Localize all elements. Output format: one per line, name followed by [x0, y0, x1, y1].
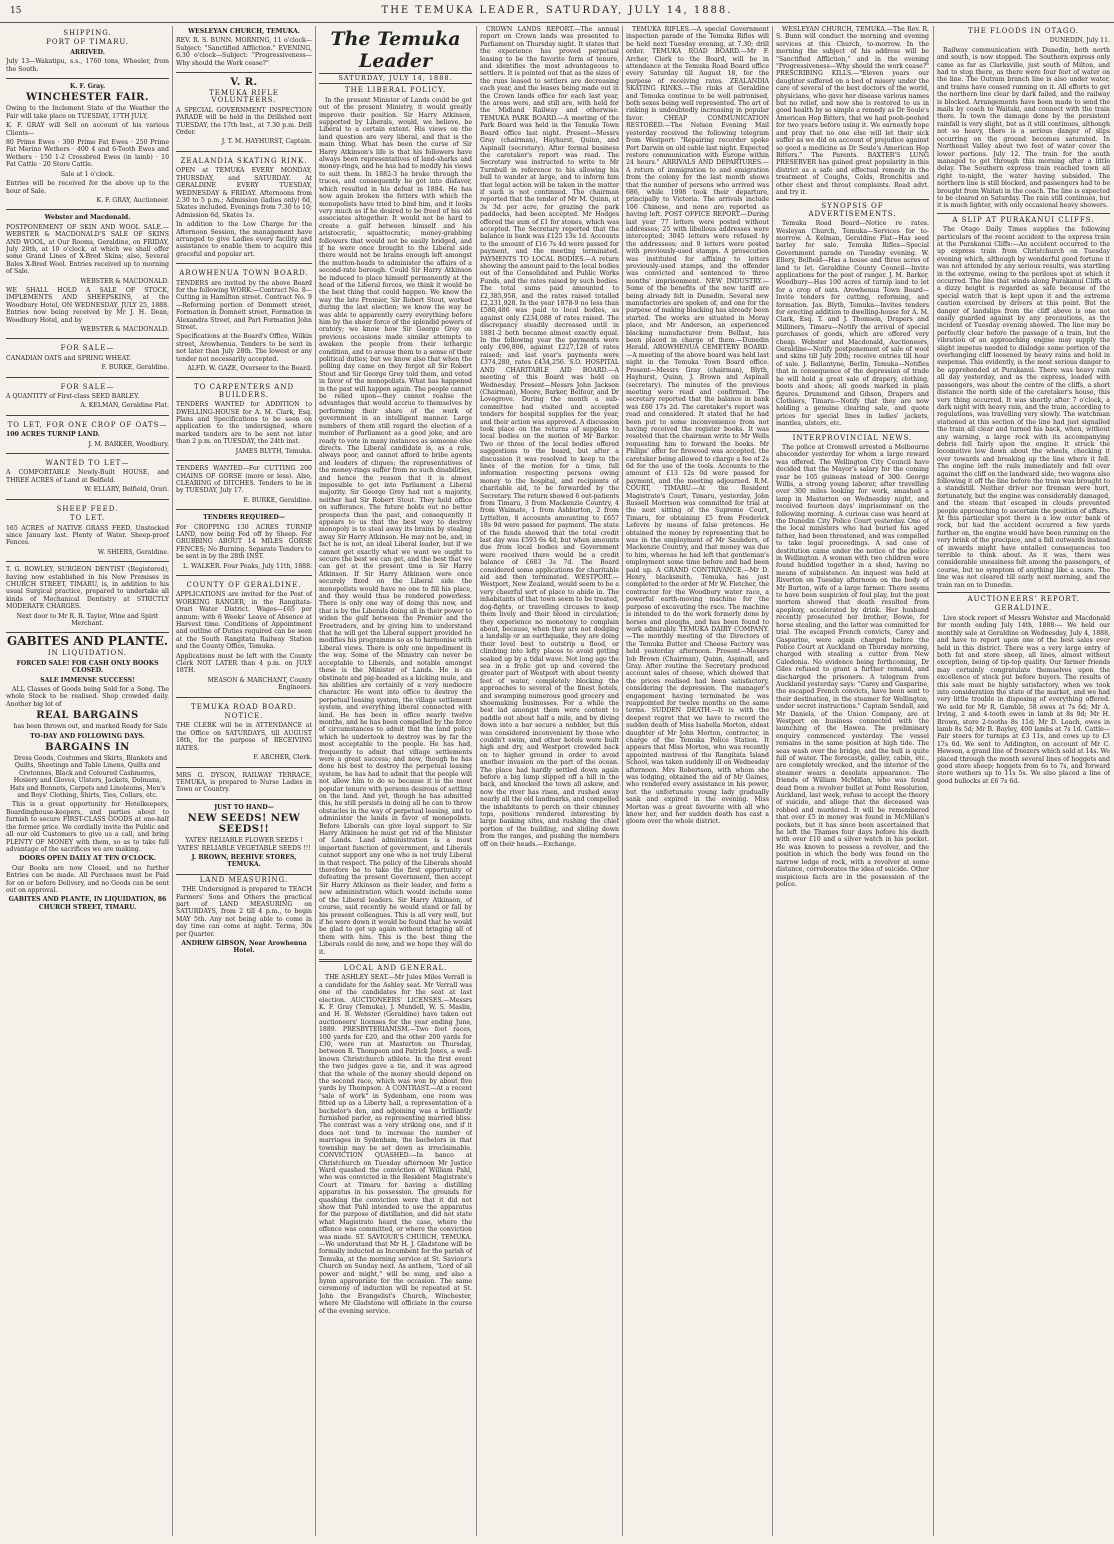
editorial-heading: THE LIBERAL POLICY.: [344, 86, 447, 95]
floods-heading: THE FLOODS IN OTAGO.: [967, 27, 1080, 35]
gp-subheading: IN LIQUIDATION.: [47, 649, 128, 658]
divider: [776, 431, 929, 432]
column-rule: [315, 26, 316, 1536]
gp-bargains-in: BARGAINS IN: [45, 742, 130, 754]
rifles-text: A SPECIAL GOVERNMENT INSPECTION PARADE will be held in the Drillshed next TUESDAY, the 17th Inst., at 7.30 p.m. Drill Order.: [176, 106, 312, 137]
sheep-subheading: TO LET.: [69, 514, 106, 523]
tenders-required-ad: [176, 512, 312, 576]
dentist-address: Next door to Mr R. R. Taylor, Wine and Spirit Merchant.: [16, 612, 159, 627]
column-4: [480, 26, 619, 1536]
gp-bargains: REAL BARGAINS: [36, 710, 139, 722]
rifles-ad: [176, 75, 312, 152]
county-text: APPLICATIONS are invited for the Post of WORKING RANGER, in the Rangitata-Orari Water District. Wages—£65 per annum; with 6 Weeks' Leave of Absence at Harvest time. Conditions of Appointment and outline of Duties required can be seen at the South Rangitata Railway Station and the County Office, Temuka.: [176, 591, 312, 651]
slip-heading: A SLIP AT PURAKANUI CLIFFS.: [952, 215, 1095, 224]
column-2: [176, 26, 312, 1536]
column-7: [937, 26, 1110, 1536]
dyson-text: MRS G. DYSON, RAILWAY TERRACE, TEMUKA, is prepared to Nurse Ladies in Town or Country.: [176, 771, 312, 794]
arowhenua-heading: AROWHENUA TOWN BOARD.: [179, 269, 309, 278]
carpenters-signature: JAMES BLYTH, Temuka.: [235, 447, 312, 455]
dentist-text: T. G. ROWLEY, SURGEON DENTIST (Registered), having now established in his New Premises in CHURCH STREET, TIMARU, is, in addition to his usual Surgical practice, prepared to undertake all kinds of Mechanical Dentistry at STRICTLY MODERATE CHARGES.: [6, 566, 169, 611]
synopsis-heading: SYNOPSIS OF ADVERTISEMENTS.: [808, 202, 897, 218]
gp-sale: SALE IMMENSE SUCCESS!: [40, 676, 135, 684]
skating-ad: [176, 154, 312, 264]
wm-signature-2: WEBSTER & MACDONALD.: [80, 326, 169, 333]
divider: [937, 592, 1110, 593]
brown-signature: J. BROWN, BEEHIVE STORES, TEMUKA.: [191, 853, 297, 869]
skating-text-2: In addition to the Low Charge for the Afternoon Session, the management have arranged to give Ladies every facility and assistance to enable them to acquire this graceful and popular art.: [176, 221, 312, 258]
arrived-text: July 13—Wakatipu, s.s., 1760 tons, Wheeler, from the South.: [6, 58, 169, 73]
kf-text: K. F. GRAY will Sell on account of his various Clients—: [6, 122, 169, 137]
interprovincial-heading: INTERPROVINCIAL NEWS.: [792, 433, 913, 442]
land-measuring-ad: [176, 877, 312, 955]
county-signature: MEASON & MARCHANT, County Engineers.: [207, 676, 312, 692]
winchester-fair-ad: [6, 81, 169, 210]
vr-heading: V. R.: [230, 77, 258, 89]
oats-signature: F. BURKE, Geraldine.: [101, 364, 169, 372]
column-rule: [476, 26, 477, 1536]
rifles-signature: J. T. M. HAYHURST, Captain.: [221, 138, 312, 146]
winchester-heading: WINCHESTER FAIR.: [26, 92, 149, 104]
sheep-signature: W. SHIERS, Geraldine.: [97, 548, 169, 556]
kf-signature: K. F. GRAY, Auctioneer.: [96, 196, 169, 204]
auctioneers-subheading: GERALDINE.: [994, 604, 1053, 613]
turnip-land-ad: [6, 418, 169, 454]
county-heading: COUNTY OF GERALDINE.: [186, 580, 302, 589]
auctioneers-heading: AUCTIONEERS' REPORT.: [967, 595, 1080, 604]
gp-list: Dress Goods, Costumes and Skirts, Blankets and Quilts, Sheetings and Table Linens, Quilts and Cretonnes, Black and Coloured Cashmeres, Hosiery and Gloves, Ulsters, Jackets, Dolmans, Hats and Bonnets, Carpets and Linoleums, Men's and Boys' Clothing, Shirts, Ties, Collars, etc.: [9, 755, 168, 800]
county-text-2: Applications must be left with the County Clerk NOT LATER than 4 p.m. on JULY 18TH.: [176, 652, 312, 675]
carpenters-ad: [176, 380, 312, 461]
masthead-dateline: SATURDAY, JULY 14, 1888.: [319, 73, 472, 84]
let-signature: J. M. BARKER, Woodbury.: [88, 440, 169, 448]
wanted-heading: WANTED TO LET—: [45, 459, 130, 468]
road-signature: F. ARCHER, Clerk.: [253, 754, 312, 762]
carpenters-heading: TO CARPENTERS AND BUILDERS.: [193, 383, 295, 399]
house-to-let-ad: [6, 456, 169, 500]
arowhenua-ad: [176, 266, 312, 378]
stock-list: 80 Prime Ewes · 300 Prime Fat Ewes · 250 Prime Fat Merino Wethers · 400 4 and 6-Tooth Ewes and Wethers · 150 1-2 Crossbred Ewes (in lamb) · 10 Fat Cattle · 20 Store Cattle.: [6, 139, 169, 169]
gp-heading: GABITES AND PLANTE.: [6, 634, 169, 649]
kf-gray-label: K. F. Gray.: [69, 83, 106, 91]
oats-sale-ad: [6, 341, 169, 377]
sheep-heading: SHEEP FEED.: [56, 504, 119, 513]
column-5: [626, 26, 769, 1536]
skating-text: OPEN at TEMUKA EVERY MONDAY, THURSDAY, and SATURDAY. At GERALDINE EVERY TUESDAY, WEDNESDAY & FRIDAY. Afternoons from 2.30 to 5 p.m.; Admission (ladies only) 6d, Skates included. Evenings from 7.30 to 10; Admission 6d, Skates 1s.: [176, 167, 312, 219]
column-1: [6, 26, 169, 1536]
road-board-ad: [176, 700, 312, 768]
tenders-text: For CROPPING 130 ACRES TURNIP LAND, now being Fed off by Sheep. For GRUBBING ABOUT 14 MILES GORSE FENCES; No Burning. Separate Tenders to be sent in by the 28th INST.: [176, 523, 312, 561]
local-heading: LOCAL AND GENERAL.: [343, 963, 448, 972]
wm-text-1: POSTPONEMENT OF SKIN AND WOOL SALE.—WEBSTER & MACDONALD'S SALE OF SKINS AND WOOL, at Our Rooms, Geraldine, on FRIDAY, July 20th, at 10 o'clock, at which we shall offer some Grand Lines of X-Bred Skins; also, Several Bales X-Bred Wool. Entries received up to morning of Sale.: [6, 223, 169, 276]
local-text: THE ASHLEY SEAT.—Mr Jules Miles Verrall is a candidate for the Ashley seat. Mr Verrall was one of the candidates for the seat at last election. AUCTIONEERS' LICENSES.—Messrs K. F. Gray (Temuka), J. Mundell, W. S. Maslin, and H. B. Webster (Geraldine) have taken out auctioneers' licenses for the year ending June, 1889. PRESBYTERIANISM.—Two foot races, 100 yards for £20, and the other 200 yards for £30, were run at Masterton on Thursday, between R. Thompson and Patrick Jones, a well-known Christchurch athlete. In the first event the two judges gave a tie, and it was agreed that the whole of the money should depend on the second race, which was won by about five yards by Thompson. A CONTRAST.—At a recent "sale of work" in Sydenham, one room was fitted up as a Liberty hall, a representation of a bachelor's den, and adjoining was a brilliantly furnished parlor, as representing married bliss. The contrast was a very striking one, and if it does not tend to increase the number of marriages in Sydenham, the bachelors in that township may be set down as irreclaimable. CONVICTION QUASHED.—In banco at Christchurch on Tuesday afternoon Mr Justice Ward quashed the conviction of William Pahl, who was convicted in the Resident Magistrate's Court at Timaru for having a distilling apparatus in his possession. The grounds for quashing the conviction were that it did not show that Pahl intended to use the apparatus for the purpose of distillation, and did not state what Magistrate heard the case, where the offence was committed, or where the conviction was made. ST. SAVIOUR'S CHURCH, TEMUKA.—We understand that Mr H. J. Gladstone will be formally inducted as Incumbent for the parish of Temuka, at the morning service at St. Saviour's Church on Sunday next. As anthem, "Lord of all power and might," will be sung, and also a hymn appropriate for the occasion. The same ceremony of induction will be repeated at St. John the Evangelist's Church, Winchester, where Mr Gladstone will officiate in the course of the evening service.: [319, 974, 472, 1315]
county-ad: [176, 578, 312, 698]
road-notice: NOTICE.: [224, 712, 264, 721]
entries-text: Entries will be received for the above up to the hour of Sale.: [6, 180, 169, 195]
winchester-text: Owing to the Inclement State of the Weather the Fair will take place on TUESDAY, 17TH JULY,: [6, 105, 169, 120]
shipping-notice: [6, 26, 169, 79]
synopsis-text: Temuka Road Board—Notice re rates. Wesleyan Church, Temuka—Services for to-morrow. A. Kelman, Geraldine Flat—Has seed barley for sale. Temuka Rifles—Special Government parade on Tuesday evening. W. Ellery, Belfield—Has a house and three acres of land to let. Geraldine County Council—Invite applications for the post of ranger. J. M. Barker, Woodbury—Has 100 acres of turnip land to let for a crop of oats. Arowhenua Town Board—Invite tenders for cutting, reforming, and formation. Jas. Blyth, Temuka—Invites tenders for erecting addition to dwelling-house for A. M. Clark, Esq. T. and J. Thomson, Drapers and Milliners, Timaru—Notify the arrival of special purchases of goods, which are offered very cheap. Webster and Macdonald, Auctioneers, Geraldine—Notify postponement of sale of wool and skins till July 20th; receive entries till hour of sale. J. Ballantyne, Berlin, Temuka—Notifies that in consequence of the depression of trade he will hold a great sale of drapery, clothing, boots and shoes; all goods marked in plain figures. Drummond and Gibson, Drapers and Clothiers, Timaru—Notify that they are now holding a genuine clearing sale, and quote prices for special lines in ladies' jackets, mantles, ulsters, etc.: [776, 220, 929, 428]
road-text: THE CLERK will be in ATTENDANCE at the Office on SATURDAYS, till AUGUST 18th, for the purpose of RECEIVING RATES.: [176, 722, 312, 752]
arowhenua-text: TENDERS are invited by the above Board for the following WORK:—Contract No. 8—Cutting in Hamilton street. Contract No. 9—Reforming portion of Dommett street, Formation in Domnett street, Formation in Alexandra Street, and Part Formation John Street.: [176, 279, 312, 331]
gp-text-3: This is a great opportunity for Hotelkeepers, Boardinghouse-keepers, and parties about to furnish to secure FIRST-CLASS GOODS at one-half the former price. We cordially invite the Public and all our old Customers to give us a call, and bring PLENTY OF MONEY with them, so as to take full advantage of the sacrifices we are making.: [6, 801, 169, 853]
wm-text-2: WE SHALL HOLD A SALE OF STOCK, IMPLEMENTS AND SHEEPSKINS, at the Woodbury Hotel, ON WEDNESDAY, JULY 25, 1888. Entries now being received by Mr J. H. Dean, Woodbury Hotel, and by: [6, 286, 169, 324]
sheep-text: 165 ACRES of NATIVE GRASS FEED, Unstocked since January last. Plenty of Water. Sheep-proof Fences.: [6, 524, 169, 547]
wanted-signature: W. ELLARY, Belfield, Orari.: [84, 486, 169, 494]
wesleyan-heading: WESLEYAN CHURCH, TEMUKA.: [188, 28, 300, 35]
let-text: 100 ACRES TURNIP LAND.: [6, 431, 100, 439]
arrived-heading: ARRIVED.: [70, 48, 105, 56]
for-sale-heading: FOR SALE—: [60, 344, 115, 353]
wesleyan-ad: [176, 26, 312, 73]
let-heading: TO LET, FOR ONE CROP OF OATS—: [7, 420, 168, 429]
masthead: The Temuka Leader: [330, 28, 461, 72]
seeds-big: NEW SEEDS! NEW SEEDS!!: [187, 813, 301, 836]
column-3: [319, 26, 472, 1536]
wm-signature-1: WEBSTER & MACDONALD.: [80, 277, 169, 285]
auctioneers-text: Live stock report of Messrs Webster and Macdonald for month ending July 14th, 1888:— We held our monthly sale at Geraldine on Wednesday, July 4, 1888, and have to report upon one of the best sales ever held in this district. There was a very large entry of both fat and store sheep, all lines, almost without exception, being of tip-top quality. Our farmer friends may certainly congratulate themselves upon the excellence of stock put before buyers. The results of this sale must be highly satisfactory, when we took into consideration the state of the market, and we had very little trouble in disposing of everything offered. We sold for Mr R. Gamble, 58 ewes at 7s 6d; Mr A. Irving, 2 and 4-tooth ewes in lamb at 8s 9d; Mr H. Brown, store 2-tooths 8s 11d; Mr D. Leach, ewes in lamb 8s 5d; Mr B. Bayley, 400 lambs at 7s 1d. Cattle—Fair steers for turnips at £3 11s, and cows up to £3 17s 6d. We sent to Addington, on account of Mr C. Hewson, a grand line of freezers which sold at 14s. We placed through the month several lines of hoggets and good store sheep; hoggets from 6s to 7s, and forward store wethers up to 11s 5s. We also placed a line of good bullocks at £6 7s 6d.: [937, 614, 1110, 785]
local-text-continued: CROWN LANDS REPORT.—The annual report on Crown lands was presented to Parliament on Thursday night. It states that the experience has proved perpetual leasing to be the favorite form of tenure, and identifies the most advantageous to settlers. It is pointed out that as the sizes of the runs leased to settlers are decreasing each year, and the leases being made out in the Crown lands office for each last year, the areas were, and still are, with held for the Midland Railway and otherwise. TEMUKA PARK BOARD.—A meeting of the Park Board was held in the Temuka Town Board office last night. Present—Messrs Gray (chairman), Hayhurst, Quinn, and Aspinall (secretary). After formal business the caretaker's report was read. The Secretary was instructed to write to Mr Turnbull in reference to his allowing his bull to wander at large, and to inform him that legal action will be taken in the matter if such is not continued. The chairman reported that the tender of Mr M. Quinn, at 3s 3d per acre, for grazing the park paddocks, had been accepted. Mr Hodges offered the sum of £1 for stones, which was accepted. The Secretary reported that the balance in bank was £125 13s 1d. Accounts to the amount of £16 7s 4d were passed for payment, and the meeting terminated. PAYMENTS TO LOCAL BODIES.—A return showing the amount paid to the local bodies out of the Consolidated and Public Works Funds, and the rates raised by such bodies. The total sums paid amounted to £2,385,958, and the rates raised totalled £2,231,928. In the year 1878-9 no less than £580,486 was paid to local bodies, as against only £234,088 of rates raised. The discrepancy steadily decreased until in 1881-2 both became almost exactly equal. In the following year the payments were only £96,806, against £227,128 of rates raised; and last year's payments were £374,280, rates £434,256. S.O. HOSPITAL AND CHARITABLE AID BOARD.—A meeting of this Board was held on Wednesday. Present—Messrs John Jackson (Chairman), Moore, Barker, Belfour, and Dr Lovegrove. During the month a sub-committee had visited and accepted tenders for hospital supplies for the year, and their action was approved. A discussion took place on the returns of supplies to local bodies on the motion of Mr Barker. Two or three of the local bodies offered suggestions to the board, but after a discussion it was resolved to keep to the lines of the motion for a time, full information respecting persons owing money to the hospital, and recipients of charitable aid, to be forwarded by the Secretary. The return showed 6 out-patients from Timaru, 3 from Mackenzie Country, 4 from Waimate, 1 from Ashburton, 2 from Lyttelton, 8 accounts amounting to £657 18s 9d were passed for payment. The state of the funds showed that the total credit last day was £593 6s 4d, but when amounts due from local bodies and Government were received there would be a credit balance of £683 3s 7d. The Board considered some applications for charitable aid and then terminated. WESTPORT.—Westport, New Zealand, would seem to be a very cheerful sort of place to abide in. The inhabitants of that town seem to be treated, dog-fights, or travelling circuses to keep them lively and their blood in circulation; they experience no monotony to complain about, because, when they are not dodging a landslip or an earthquake, they are doing their level best to outstrip a flood, or climbing into lofty places to avoid getting soaked up by a tidal wave. Not long ago the sea in a frolic got up and covered the greater part of Westport with about twenty feet of water, completely blocking the approaches to several of the finest hotels, and swamping numerous good grocery and shoemaking businesses. For a while the best lad amongst them were content to paddle out about half a mile, and by diving down into a bar secure a nobbler, but this was considered inconvenient by those who couldn't swim, and other hotels were built high and dry, and Westport crowded back on to higher ground in order to avoid another invasion on the part of the ocean. The place had hardly settled down again before a big lump slipped off a hill in the back, and knocked the town all askew, and now the river has risen, and rushed away nearly all the old landmarks, and compelled the inhabitants to perch on their chimney tops, positions rendered interesting by large banking sites, and rushing the chief portion of the building, and sliding down from the ranges, and pushing the members off on their heads.—Exchange.: [480, 26, 619, 848]
dyson-ad: [176, 770, 312, 800]
divider: [937, 213, 1110, 214]
slip-text: The Otago Daily Times supplies the following particulars of the recent accident to the express train at the Purakanui Cliffs:—An accident occurred to the up express train from Christchurch on Tuesday evening which, although by wonderful good fortune it was not attended by any serious results, was startling in the extreme, owing to the perilous spot at which it occurred. The line that winds along Purakanui Cliffs at a dizzy height is regarded as safe because of the special watch that is kept upon it and the extreme caution exercised by drivers at this point. But the danger of landslips from the cliff above is one not easily guarded against by any precautions, as the incident of Tuesday evening showed. The line may be perfectly clear before the passage of a train, but the vibration of an approaching engine may supply the slight impetus needed to dislodge some portion of the overhanging cliff loosened by heavy rains and hold in suspense. This evidently, is the most serious danger to be apprehended at Purakanui. There was heavy rain all day yesterday, and as the express, loaded with passengers, was about the centre of the cliffs, a short distance the north side of the caretaker's house, this very thing occurred. It was shortly after 7 o'clock, a dark night with heavy rain, and the train, according to regulations, was travelling very slowly. The watchman stationed at this section of the line had just signalled the train all clear and turned his back, when, without any warning, a large rock with its accompanying debris fell fairly upon the engine. It struck the locomotive low down about the wheels, checking it over towards and breaking up the line where it fell. The engine left the rails immediately and fell over against the cliff on the landward side, two wagons also following it off the line before the train was brought to a standstill. Neither driver nor fireman were hurt, fortunately, but the engine was considerably damaged, and the steam that escaped in clouds prevented people approaching to ascertain the position of affairs. At this particular spot there is a low outer bank of rock, but had the accident occurred a few yards further on, the engine would have been running on the very brink of the precipice, and a fall outwards instead of inwards might have entailed consequences too terrible to think about. As it was, there was considerable uneasiness felt among the passengers, of course, but no symptom of anything like a scare. The line was not cleared till early next morning, and the train ran on to Dunedin.: [937, 226, 1110, 589]
seed-text: A QUANTITY of First-class SEED BARLEY.: [6, 393, 140, 401]
land-heading: LAND MEASURING.: [199, 875, 289, 884]
land-signature: ANDREW GIBSON, Near Arowhenua Hotel.: [181, 940, 307, 955]
page-header: [0, 0, 1114, 23]
editorial-text: In the present Minister of Lands could be got out of the present Ministry, it would greatly improve their position. Sir Harry Atkinson, supported by Liberals, would, we believe, be Liberal to a certain extent. His views on the land question are very liberal, and that is the main thing. What has been the curse of Sir Harry Atkinson's life is that his followers have always been representatives of land-sharks and money-rings, and he has had to modify his views to suit them. In 1882-3 he broke through the traces, and consequently he got into disfavor, which resulted in his defeat in 1884. He has now again broken the fetters with which the monopolists have tried to bind him, and it looks very much as if he desired to be freed of his old associates altogether. It would not be hard to create a gulf between himself and his aristocratic, squattocratic, money-grabbing followers that would not be easily bridged, and if he were once brought to the Liberal side there would not be brains enough left amongst the mutton-heads to administer the affairs of a second-rate borough. Could Sir Harry Atkinson be induced to place himself permanently at the head of the Liberal forces, we think it would be the best thing that could happen. We know the way the late Premier, Sir Robert Stout, worked during the last election; we know the way he was able to apparently carry everything before him by the sheer force of the splendid powers of oratory; we know how Sir George Grey on previous occasions made similar attempts to awaken the people from their lethargic condition, and to arouse them to a sense of their political duties; but we know also that when the polling day came on they forgot all Sir Robert Stout and Sir George Grey told them, and voted in favor of the monopolists. What has happened in the past will happen again. The people cannot be relied upon—they cannot realise the advantages that would accrue to themselves by performing their share of the work of government in an intelligent manner. Large numbers of them still regard the election of a member of Parliament as a good joke, and are ready to vote in many instances as someone else directs. The Liberal candidate is, as a rule, always poor, and cannot afford to bribe agents and leaders of cliques; the representatives of the money-rings suffer from no such disabilities, and hence the reason that it is almost impossible to get into Parliament a Liberal majority. Sir George Grey had not a majority, neither had Sir Robert Stout. They held office on sufferance. The future holds out no better prospects than the past, and consequently it appears to us that the best way to destroy monopoly is to steal away its brains by stealing away Sir Harry Atkinson. He may not be, and, in fact he is not, an ideal Liberal leader, but if we cannot get exactly what we want we ought to secure the best we can get, and the best that we can get at the present time is Sir Harry Atkinson. If Sir Harry Atkinson were once securely fixed on the Liberal side the monopolists would have no one to fill his place, and they would thus be rendered powerless. There is only one way of doing this now, and that is by the Liberals doing all in their power to widen the gulf between the Premier and the Freetraders, and by giving him to understand that he will get the Liberal support provided he modifies his programme so as to harmonise with Liberal views. There is only one impediment in the way. Some of the Ministry can never be acceptable to Liberals, and notable amongst these is the Minister of Lands. He is as obstinate and pig-headed as a kicking mule, and his abilities are certainly of a very mediocre character. He went into office to destroy the perpetual leasing system, the village settlement system, and everything liberal connected with land. He has been in office nearly twelve months, and he has been compelled by the force of circumstances to admit that the land policy which he undertook to destroy was by far the most acceptable to the people. He has had, frequently to admit that village settlements were a great success; and now, though he has done his best to destroy the perpetual leasing system, he has had to admit that the people will not allow him to do so because it is the most popular tenure with persons desirous of settling on the land. And yet, though he has admitted this, he still persists in doing all he can to throw obstacles in the way of perpetual leasing, and to administer the lands in favor of monopolists. Before Liberals can give loyal support to Sir Harry Atkinson he must get rid of the Minister of Lands. Land administration is a most important function of government, and Liberals cannot support any one who is not truly Liberal in that respect. The policy of the Liberals should therefore be to take the first opportunity of defeating the present Government, then accept Sir Harry Atkinson as their leader, and form a new administration which would include some of the Liberal leaders. Sir Harry Atkinson, of course, said recently he would stand or fall by his present colleagues. This is all very well, but if he were down it would be found that he would be glad to get up again without bringing all of them with him. This is the best thing the Liberals could do now, and we hope they will do it.: [319, 96, 472, 956]
wm-heading: Webster and Macdonald.: [44, 214, 131, 222]
wesleyan-local: WESLEYAN CHURCH, TEMUKA.—The Rev. R. S. Bunn will conduct the morning and evening services at this Church, to-morrow. In the morning the subject of his address will be "Sanctified Affliction," and in the evening "Progressiveness—Why should the work cease?" PRESCRIBING KILLS.—"Eleven years our daughter suffered on a bed of misery under the care of several of the best doctors of the world, physicians, who gave her disease various names but no relief, and now she is restored to us in good health by so simple a remedy as Dr Soule's American Hop Bitters, that we had pooh-poohed for two years before using it. We earnestly hope and pray that no one else will let their sick suffer as we did on account of prejudice against so good a medicine as Dr Soule's American Hop Bitters." The Parents. BAXTER'S LUNG PRESERVER has gained great popularity in this district as a safe and effectual remedy in the treatment of Coughs, Colds, Bronchitis and other chest and throat complaints. Read advt. and try it.: [776, 26, 929, 196]
column-rule: [172, 26, 173, 1536]
seeds-text: YATES' RELIABLE FLOWER SEEDS ! YATES' RELIABLE VEGETABLE SEEDS !!!: [177, 837, 311, 852]
wanted-text: A COMFORTABLE Newly-Built HOUSE, and THREE ACRES of Land at Belfield.: [6, 469, 169, 484]
gp-text-4: Our Books are now Closed, and no further Entries can be made. All Purchases must be Paid for on or before Delivery, and no Goods can be sent out on approval.: [6, 864, 169, 894]
carpenters-text: TENDERS WANTED for ADDITION to DWELLING-HOUSE for A. M. Clark, Esq. Plans and Specifications to be seen on application to the undersigned, where marked tenders are to be sent not later than 2 p.m. on TUESDAY, the 24th inst.: [176, 401, 312, 446]
floods-text: Railway communication with Dunedin, both north and south, is now stopped. The Southern express only came as far as Clarksville, just south of Milton, and had to stop there, as there were four feet of water on the line. The Outram branch line is also under water, and trains have ceased running on it. All efforts to get the northern line clear by dark failed, and the railway is blocked. Arrangements have been made to send the mails by coach to Waitaki, and connect with the train there. In town the damage done by the persistent rainfall is very slight, but as it still continues, although not so heavy, there is a serious danger of slips occurring on the ground becomes saturated. In Northeast Valley about two feet of water cover the lower portions. July 12. The train for the south managed to get through this morning after a little delay. The Southern express train reached town all right to-night, the water having subsided. The northern line is still blocked, and passengers had to be brought from Waitati in the coach. The line is expected to be cleared on Saturday. The rain still continues, but it is much lighter, with only occasional heavy showers.: [937, 46, 1110, 210]
page-number: 15: [10, 6, 22, 16]
skating-heading: ZEALANDIA SKATING RINK.: [180, 156, 308, 165]
seed-signature: A. KELMAN, Geraldine Flat.: [80, 402, 169, 410]
land-text: THE Undersigned is prepared to TEACH Farmers' Sons and Others the practical part of LAND MEASURING on SATURDAYS, from 2 till 4 p.m., to begin MAY 5th. Any not being able to come in day time can come at night. Terms, 30s per Quarter.: [176, 886, 312, 938]
webster-macdonald-ad: [6, 212, 169, 339]
column-rule: [622, 26, 623, 1536]
column-rule: [933, 26, 934, 1536]
road-heading: TEMUKA ROAD BOARD.: [191, 702, 297, 711]
gorse-cutting-text: TENDERS WANTED—For CUTTING 200 CHAINS OF GORSE (more or less). Also, CLEARING of DITCHES. Tenders to be in by TUESDAY, July 17.: [176, 465, 312, 495]
divider: [776, 199, 929, 200]
oats-text: CANADIAN OATS and SPRING WHEAT.: [6, 354, 131, 362]
page-header-title: THE TEMUKA LEADER, SATURDAY, JULY 14, 1888.: [381, 5, 733, 16]
gorse-cutting-signature: E. BURKE, Geraldine.: [243, 496, 312, 504]
arowhenua-signature: ALFD. W. GAZE, Overseer to the Board.: [187, 365, 312, 373]
column-6: [776, 26, 929, 1536]
interprovincial-text: The police at Cromwell arrested a Melbourne absconder yesterday for whom a large reward was offered. The Wellington City Council have decided that the Mayor's salary for the coming year be 105 guineas instead of 300. George Willis, a strong young laborer, after travelling over 300 miles looking for work, smashed a lamp in Masterton on Wednesday night, and received fourteen days' imprisonment on the following morning. A curious case was heard at the Dunedin City Police Court yesterday. One of the local ministers who had buried his aged father, had been threatened, and was compelled to take legal proceedings. A sad case of destitution came under the notice of the police in Wellington. A woman with two children were found huddled together in a shed, having no means of subsistence. An inquest was held at Riverton on Tuesday afternoon on the body of Mr Burton, wife of a large farmer. There seems to have been suspicion of foul play, but the post mortem showed that death resulted from apoplexy, accelerated by drink. Her husband recently prosecuted her brother, Bowie, for horse stealing, and the latter was committed for trial. The escaped French convicts, Carey and Gasparine, were again charged before the Police Court at Auckland on Thursday morning, charged with stealing a cutter from New Caledonia. No evidence being forthcoming, Dr Giles refused to grant a further remand, and discharged the prisoners. A telegram from Auckland yesterday says: "Carey and Gasparine, the escaped French convicts, have been sent to their destination, in the steamer for Wellington, under secret instructions." Captain Sendall, and Mr Daniels, of the Union Company, are at Westport on business connected with the launching of the Hawea. The preliminary enquiry commenced yesterday. The vessel remains in the same position at high tide. The seas wash over the bridge, and the hull is quite full of water. The forecastle, galley, cabin, etc., are completely wrecked, and the interior of the steamer wears a desolate appearance. The friends of William McMillan, who was found dead from a revolver bullet at Point Resolution, Auckland, last week, refuse to accept the theory of suicide, and allege that the deceased was robbed and murdered. It will be remembered that over £5 in money was found in McMillan's pockets, but it has since been ascertained that he left the Thames four days before his death with over £10 and a silver watch in his pocket. He was known to possess a revolver, and the position in which the body was found on the narrow ledge of rock, with a revolver at some distance, corroborates the idea of suicide. Other suspicious facts are in the possession of the police.: [776, 443, 929, 888]
port-heading: PORT OF TIMARU.: [46, 38, 129, 47]
gorse-cutting-ad: [176, 463, 312, 510]
sheep-feed-ad: [6, 502, 169, 562]
local-text-continued-2: TEMUKA RIFLES.—A special Government inspection parade of the Temuka Rifles will be held next Tuesday evening, at 7.30; drill order. TEMUKA ROAD BOARD.—Mr F. Archer, Clerk to the Board, will be in attendance at the Temuka Road Board office every Saturday till August 18, for the purpose of receiving rates. ZEALANDIA SKATING RINKS.—The rinks at Geraldine and Temuka continue to be well patronised, both sexes being well represented. The art of rinking is undoubtedly increasing in popular favor. CHEAP COMMUNICATION RESTORED.—The Nelson Evening Mail yesterday received the following telegram from Westport: "Repairing recorder spoke Port Darwin on old cable last night. Expected restore communication with Europe within 24 hours." ARRIVALS AND DEPARTURES.—A return of immigration to and emigration from the colony for the last month shows that the number of persons who arrived was 686, while 1998 took their departure, principally to Victoria. The arrivals include 106 Chinese, and none are reported as having left. POST OFFICE REPORT.—During last year 77 letters were posted without addresses; 25 with libellous addresses were intercepted; 3045 letters were refused by the addressees; and 9 letters were posted with previously-used stamps. A prosecution was instituted for affixing to letters previously-used stamps, and the offender was convicted and sentenced to three months' imprisonment. NEW INDUSTRY.—Some of the benefits of the new tariff are being already felt in Dunedin. Several new manufactories are spoken of, and one for the purpose of making blacking has already been started. The works are situated in Moray place, and Mr Anderson, an experienced blacking manufacturer from Belfast, has been placed in charge of them.—Dunedin Herald. AROWHENUA CEMETERY BOARD.—A meeting of the above board was held last night in the Temuka Town Board office. Present—Messrs Gray (chairman), Blyth, Hayhurst, Quinn, J. Brown and Aspinall (secretary). The minutes of the previous meeting were read and confirmed. The secretary reported that the balance in bank was £60 17s 2d. The caretaker's report was read and considered. It stated that he had been put to some inconvenience from not having received the register books. It was resolved that the chairman write to Mr Wells requesting him to forward the books. Mr Philips' offer for firewood was accepted, the caretaker being allowed to charge a fee of 2s 6d for the use of the tools. Accounts to the amount of £13 12s 0d were passed for payment, and the meeting adjourned. R.M. COURT, TIMARU.—At the Resident Magistrate's Court, Timaru, yesterday, John Russell Morrison was committed for trial at the next sitting of the Supreme Court, Timaru, for obtaining £5 from Frederick Lefevre by means of false pretences. He obtained the money by representing that he was in the employment of Mr Saunders, of Mackenzie Country, and that money was due to him, whereas he had left that gentleman's employment some time before and had been paid up. A GRAND CONTRIVANCE.—Mr D. Henry, blacksmith, Temuka, has just completed to the order of Mr W. Fletcher, the contractor for the Woodbury water race, a powerful earth-moving machine for the purpose of excavating the race. The machine is intended to do the work formerly done by horses and ploughs, and has been found to work admirably. TEMUKA DAIRY COMPANY.—The monthly meeting of the Directors of the Temuka Butter and Cheese Factory was held yesterday afternoon. Present—Messrs Job Brown (Chairman), Quinn, Aspinall, and Gray. After routine the Secretary produced account sales of cheese, which showed that the prices realised had been satisfactory, considering the depression. The manager's engagement having terminated he was reappointed for twelve months on the same terms. SUDDEN DEATH.—It is with the deepest regret that we have to record the sudden death of Miss Isabella Morton, eldest daughter of Mr John Morton, contractor, in charge of the Temuka Police Station. It appears that Miss Morton, who was recently appointed mistress of the Rangitata Island School, was taken suddenly ill on Wednesday afternoon. Mrs Robertson, with whom she was lodging, obtained the aid of Mr Gaines, who rendered every assistance in his power, but the unfortunate young lady gradually sank and expired in the evening. Miss Morton was a great favourite with all who knew her, and her sudden death has cast a gloom over the whole district.: [626, 26, 769, 826]
sale-time: Sale at 1 o'clock.: [60, 170, 115, 178]
column-rule: [772, 26, 773, 1536]
gp-forced: FORCED SALE! FOR CASH ONLY BOOKS CLOSED.: [16, 659, 159, 675]
seed-barley-ad: [6, 380, 169, 416]
gp-text-1: ALL Classes of Goods being Sold for a Song. The whole Stock to be realised. Shop crowded daily. Another big lot of: [6, 686, 169, 708]
seeds-ad: [176, 802, 312, 875]
divider: [319, 959, 472, 962]
gp-doors: DOORS OPEN DAILY AT TEN O'CLOCK.: [19, 855, 156, 863]
dentist-ad: [6, 564, 169, 633]
gabites-plante-ad: [6, 635, 169, 911]
rifles-heading: TEMUKA RIFLE VOLUNTEERS.: [209, 89, 279, 105]
wesleyan-text: REV. R. S. BUNN. MORNING, 11 o'clock—Subject: "Sanctified Affliction." EVENING, 6.30 o'clock—Subject: "Progressiveness—Why should the Work cease?": [176, 37, 312, 67]
tenders-signature: L. WALKER. Four Peaks, July 11th, 1888.: [183, 562, 312, 570]
seeds-heading: JUST TO HAND—: [214, 803, 274, 811]
seed-heading: FOR SALE—: [60, 382, 115, 391]
shipping-heading: SHIPPING.: [63, 29, 112, 37]
gp-today: TO-DAY AND FOLLOWING DAYS.: [30, 732, 145, 740]
floods-dateline: DUNEDIN, July 11.: [1049, 37, 1110, 45]
gp-signature: GABITES AND PLANTE, IN LIQUIDATION, 86 CHURCH STREET, TIMARU.: [8, 896, 167, 911]
gp-text-2: has been thrown out, and marked Ready for Sale: [13, 723, 168, 731]
columns: [6, 26, 1110, 1536]
arowhenua-text-2: Specifications at the Board's Office, Wilkin street, Arowhenua. Tenders to be sent in not later than July 28th. The lowest or any tender not necessarily accepted.: [176, 333, 312, 363]
tenders-heading: TENDERS REQUIRED—: [203, 514, 285, 522]
